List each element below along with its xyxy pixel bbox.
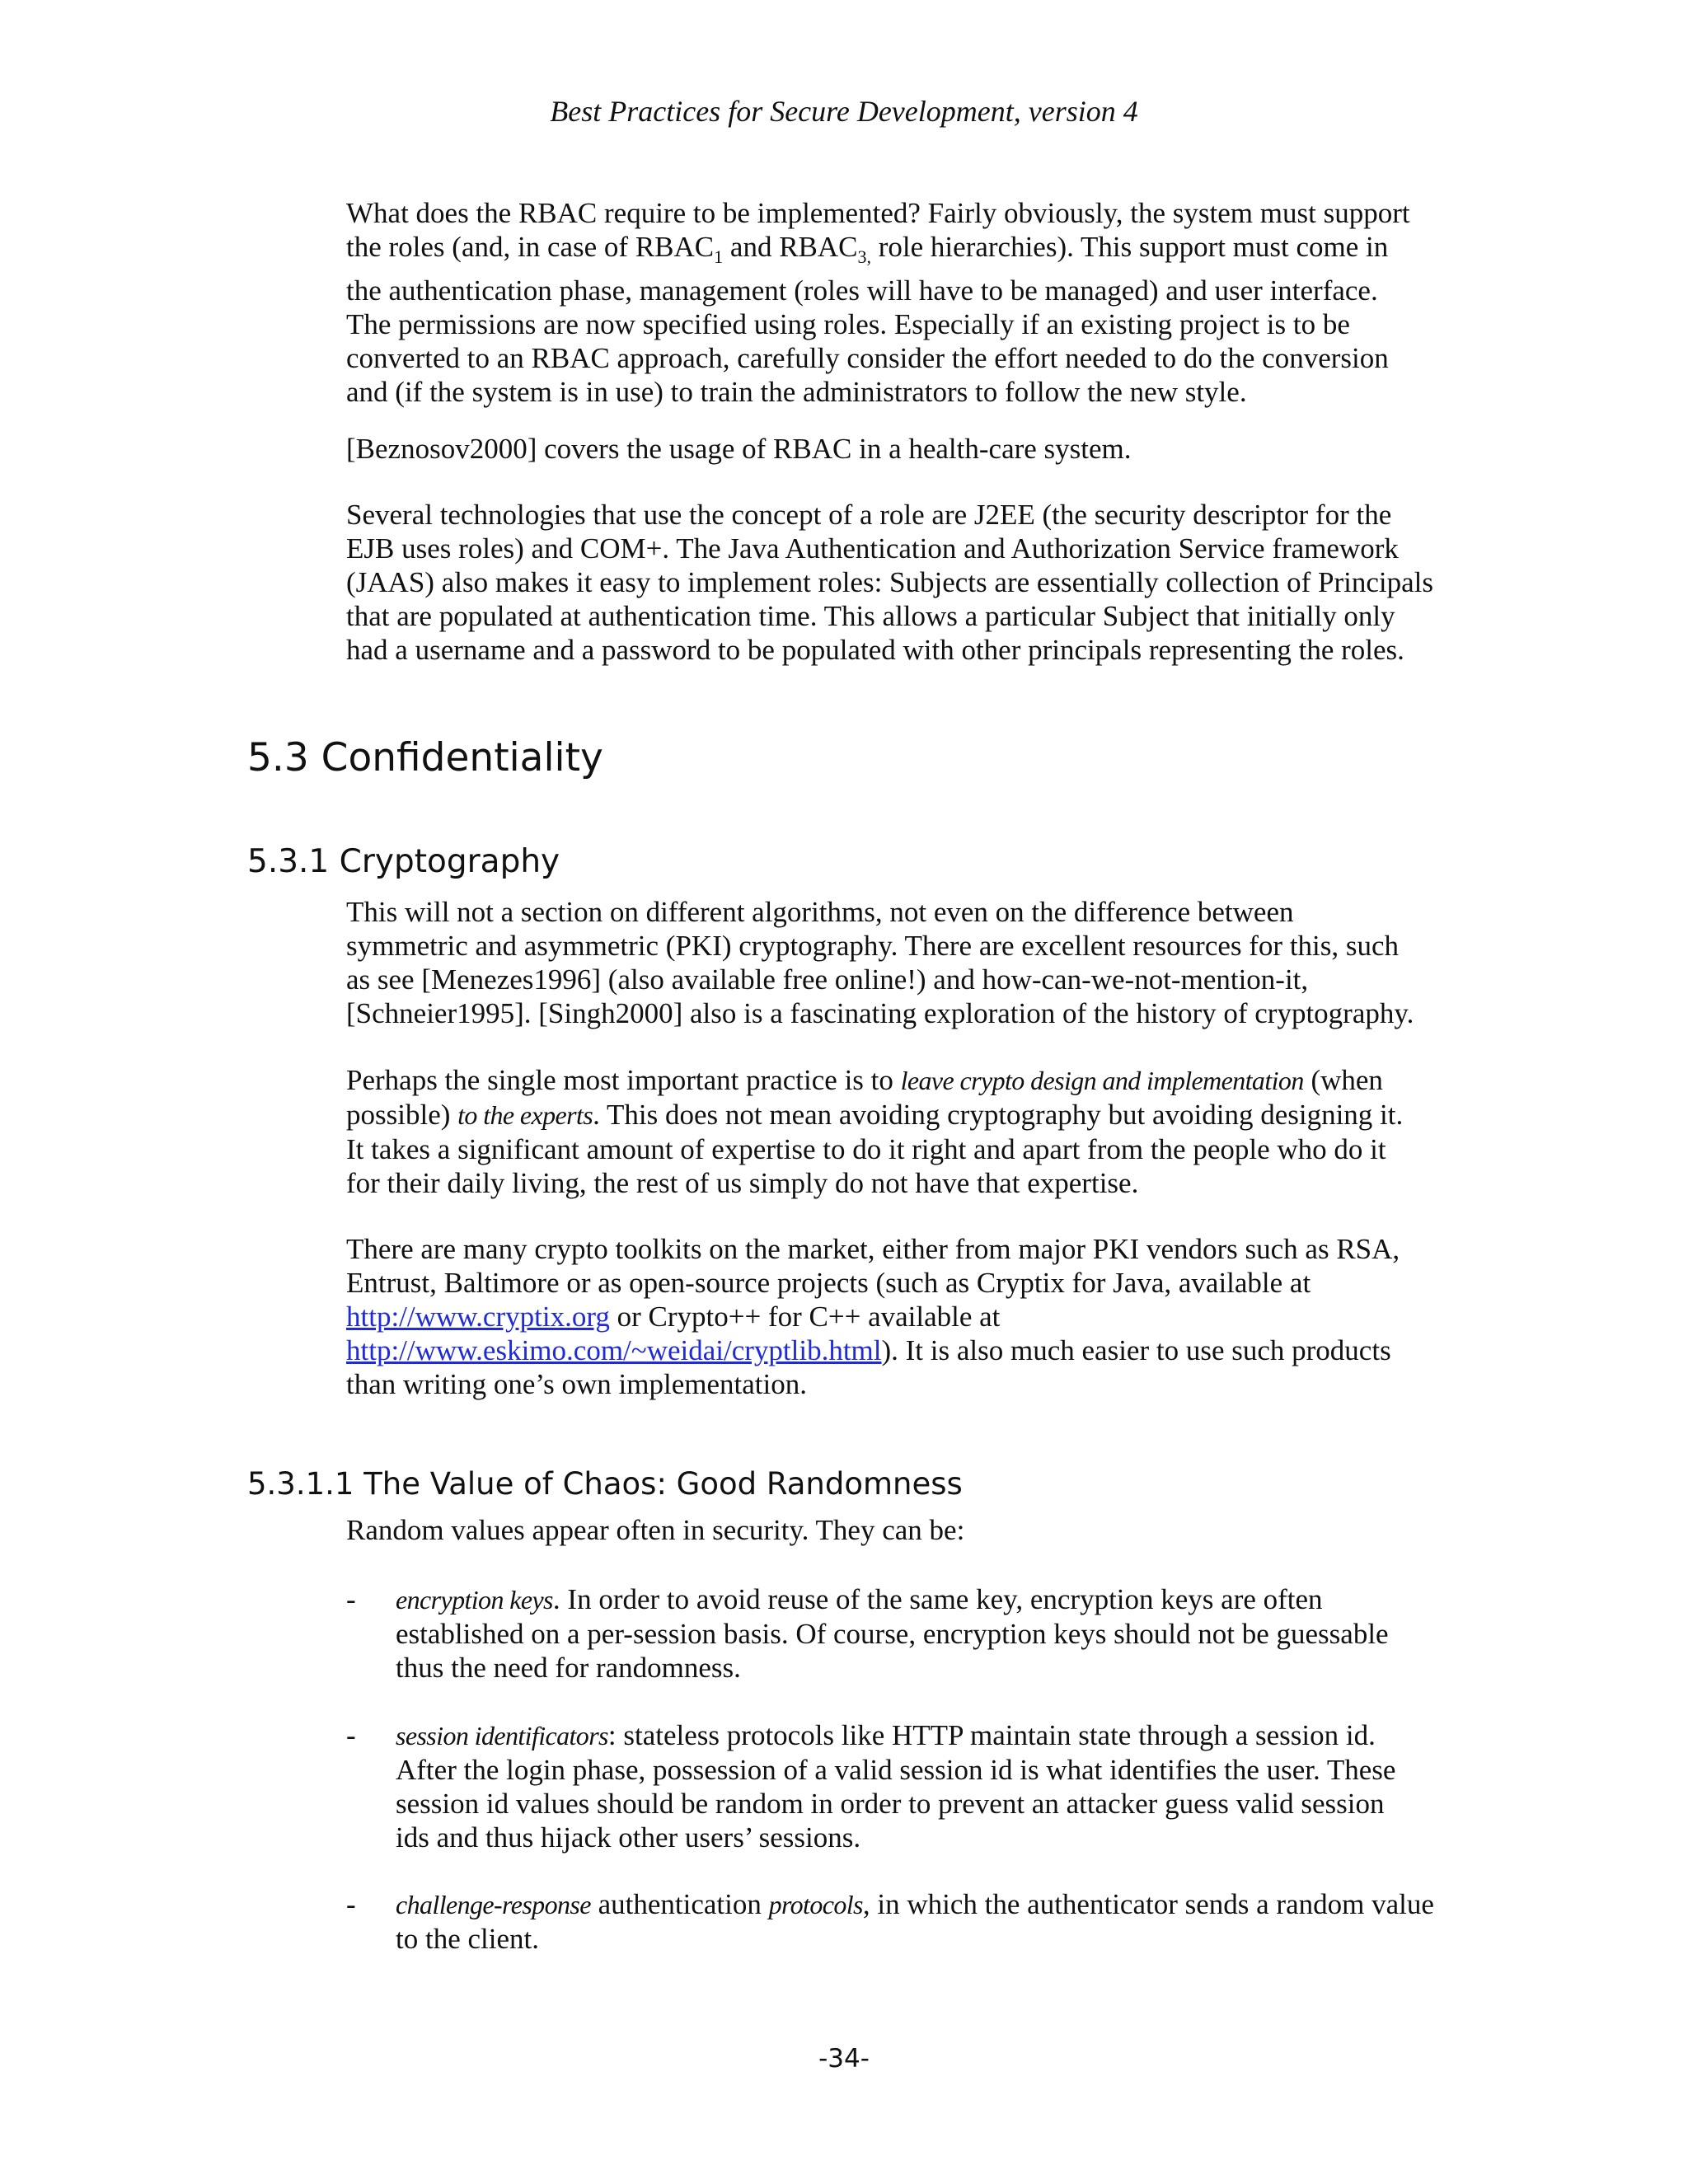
text-line: than writing one’s own implementation. [346,1368,807,1400]
text-line: Perhaps the single most important practice is to leave crypto design and implementation (when [346,1064,1383,1096]
list-item-body [396,1582,1442,1685]
list-dash: - [346,1583,356,1615]
list-item-body [396,1718,1442,1854]
text-line: challenge-response authentication protocols, in which the authenticator sends a random value [396,1888,1434,1920]
section-heading-5-3-1: 5.3.1 Cryptography [247,843,560,880]
text-line: What does the RBAC require to be implemented? Fairly obviously, the system must support [346,197,1410,229]
text-line: http://www.eskimo.com/~weidai/cryptlib.html). It is also much easier to use such products [346,1334,1391,1366]
text-line: http://www.cryptix.org or Crypto++ for C++ available at [346,1301,1001,1333]
emphasis-text: encryption keys [396,1585,553,1615]
text-line: [Beznosov2000] covers the usage of RBAC in a health-care system. [346,433,1132,465]
text-line: encryption keys. In order to avoid reuse of the same key, encryption keys are often [396,1583,1323,1615]
text-line: EJB uses roles) and COM+. The Java Authentication and Authorization Service framework [346,532,1399,565]
text-line: that are populated at authentication time. This allows a particular Subject that initially only [346,600,1395,632]
list-dash: - [346,1719,356,1751]
text-line: There are many crypto toolkits on the market, either from major PKI vendors such as RSA, [346,1233,1400,1265]
randomness-intro [346,1513,1442,1547]
rbac-paragraph-3 [346,498,1442,667]
emphasis-text: session identificators [396,1721,608,1750]
cryptography-paragraph-2 [346,1063,1442,1200]
text-line: the roles (and, in case of $RBAC_1$ and $RBAC_{3,}$ role hierarchies). This support must come in [346,231,1389,267]
cryptlib-link[interactable]: http://www.eskimo.com/~weidai/cryptlib.html [346,1334,882,1366]
text-line: [Schneier1995]. [Singh2000] also is a fascinating exploration of the history of cryptography. [346,997,1414,1029]
section-heading-5-3-1-1: 5.3.1.1 The Value of Chaos: Good Randomness [247,1466,963,1502]
emphasis-text: leave crypto design and implementation [900,1066,1304,1095]
rbac-paragraph-2 [346,432,1442,466]
text-line: the authentication phase, management (roles will have to be managed) and user interface. [346,274,1378,307]
subscript: 3, [857,246,872,267]
cryptography-paragraph-1 [346,895,1442,1030]
text-line: and (if the system is in use) to train the administrators to follow the new style. [346,376,1247,408]
text-line: to the client. [396,1923,539,1955]
cryptography-paragraph-3 [346,1232,1442,1401]
page-number: -34- [818,2044,870,2074]
text-line: After the login phase, possession of a valid session id is what identifies the user. These [396,1754,1396,1786]
cryptix-link[interactable]: http://www.cryptix.org [346,1301,610,1333]
text-line: The permissions are now specified using roles. Especially if an existing project is to be [346,308,1350,340]
rbac-paragraph-1 [346,196,1442,409]
text-line: It takes a significant amount of expertise to do it right and apart from the people who do it [346,1133,1386,1165]
text-line: This will not a section on different algorithms, not even on the difference between [346,896,1294,928]
text-line: converted to an RBAC approach, carefully consider the effort needed to do the conversion [346,342,1389,374]
text-line: session identificators: stateless protocols like HTTP maintain state through a session id. [396,1719,1376,1751]
emphasis-text: to the experts [457,1100,593,1130]
text-line: established on a per-session basis. Of course, encryption keys should not be guessable [396,1618,1389,1650]
list-item-body [396,1887,1442,1956]
text-line: thus the need for randomness. [396,1652,741,1684]
text-line: session id values should be random in order to prevent an attacker guess valid session [396,1788,1385,1820]
text-line: Several technologies that use the concept of a role are J2EE (the security descriptor for the [346,499,1392,531]
running-header: Best Practices for Secure Development, version 4 [550,95,1138,128]
text-line: Random values appear often in security. They can be: [346,1514,965,1546]
text-line: possible) to the experts. This does not mean avoiding cryptography but avoiding designing it. [346,1099,1404,1131]
subscript: 1 [714,246,724,267]
text-line: for their daily living, the rest of us simply do not have that expertise. [346,1167,1139,1199]
text-line: (JAAS) also makes it easy to implement roles: Subjects are essentially collection of Principals [346,566,1434,598]
text-line: Entrust, Baltimore or as open-source projects (such as Cryptix for Java, available at [346,1267,1311,1299]
text-line: as see [Menezes1996] (also available free online!) and how-can-we-not-mention-it, [346,963,1309,996]
section-heading-5-3: 5.3 Confidentiality [247,735,603,780]
list-dash: - [346,1888,356,1920]
text-line: had a username and a password to be populated with other principals representing the roles. [346,634,1404,666]
emphasis-text: challenge-response [396,1890,591,1919]
text-line: symmetric and asymmetric (PKI) cryptography. There are excellent resources for this, such [346,930,1400,962]
emphasis-text: protocols [768,1890,863,1919]
text-line: ids and thus hijack other users’ sessions. [396,1821,861,1854]
